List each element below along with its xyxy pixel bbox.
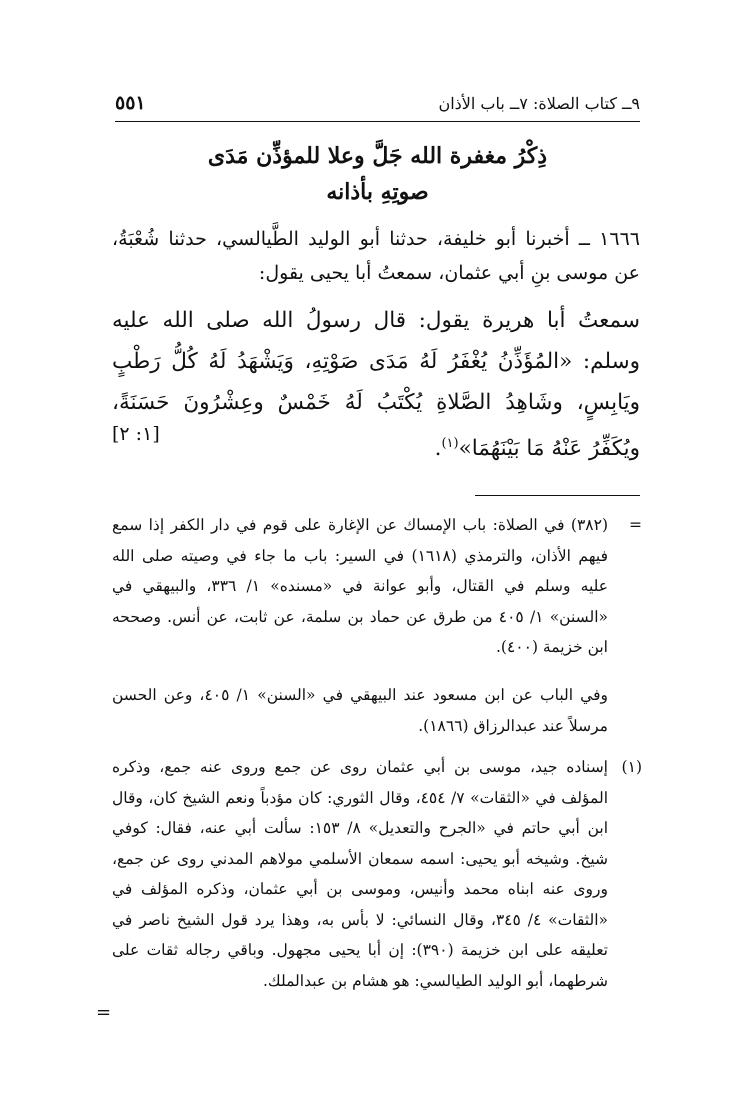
header-rule: [115, 121, 640, 122]
section-title: [115, 138, 640, 210]
hadith-matn-text: سمعتُ أبا هريرة يقول: قال رسولُ الله صلى الله عليه وسلم: «المُؤَذِّنُ يُغْفَرُ لَهُ مَدَى صَوْتِهِ، وَيَشْهَدُ لَهُ كُلُّ رَطْبٍ ويَابِسٍ، وشَاهِدُ الصَّلاةِ يُكْتَبُ لَهُ خَمْسٌ وعِشْرُونَ حَسَنَةً، ويُكَفِّرُ عَنْهُ مَا بَيْنَهُمَا»: [112, 308, 640, 462]
hadith-isnad: ١٦٦٦ ــ أخبرنا أبو خليفة، حدثنا أبو الوليد الطَّيالسي، حدثنا شُعْبَةُ، عن موسى بنِ أبي عثمان، سمعتُ أبا يحيى يقول:: [112, 228, 640, 284]
section-title-line-2: صوتِهِ بأذانه: [326, 179, 429, 205]
page-number: ٥٥١: [115, 92, 146, 114]
footnote-continuation-marker: =: [629, 516, 642, 534]
footnote-separator: [475, 495, 640, 496]
footnote-continued-text: (٣٨٢) في الصلاة: باب الإمساك عن الإغارة على قوم في دار الكفر إذا سمع فيهم الأذان، والترمذي (١٦١٨) في السير: باب ما جاء في وصيته صلى الله عليه وسلم في القتال، وأبو عوانة في «مسنده» ١/ ٣٣٦، والبيهقي في «السنن» ١/ ٤٠٥ من طرق عن حماد بن سلمة، عن ثابت، عن أنس. وصححه ابن خزيمة (٤٠٠).: [112, 516, 608, 656]
hadith-end-punct: .: [434, 436, 442, 462]
footnote-ref-1[interactable]: (١): [441, 436, 459, 451]
footnote-1-text: إسناده جيد، موسى بن أبي عثمان روى عن جمع وروى عنه جمع، وذكره المؤلف في «الثقات» ٧/ ٤٥٤، وقال الثوري: كان مؤدباً ونعم الشيخ كان، وقال ابن أبي حاتم في «الجرح والتعديل» ٨/ ١٥٣: سألت أبي عنه، فقال: كوفي شيخ. وشيخه أبو يحيى: اسمه سمعان الأسلمي مولاهم المدني روى عن جمع، وروى عنه ابناه محمد وأنيس، وموسى بن أبي عثمان، وذكره المؤلف في «الثقات» ٤/ ٣٤٥، وقال النسائي: لا بأس به، وهذا يرد قول الشيخ ناصر في تعليقه على ابن خزيمة (٣٩٠): إن أبا يحيى مجهول. وباقي رجاله ثقات على شرطهما، أبو الوليد الطيالسي: هو هشام بن عبدالملك.: [112, 758, 609, 990]
footnote-1-marker: (١): [621, 758, 642, 776]
footnote-continued-para2-text: وفي الباب عن ابن مسعود عند البيهقي في «السنن» ١/ ٤٠٥، وعن الحسن مرسلاً عند عبدالرزاق (١٨٦٦).: [112, 686, 608, 735]
running-header: [115, 88, 640, 118]
footnote-1: [112, 752, 642, 996]
running-title: ٩ــ كتاب الصلاة: ٧ــ باب الأذان: [438, 93, 640, 113]
hadith-reference: [١: ٢]: [112, 423, 160, 445]
section-title-line-1: ذِكْرُ مغفرة الله جَلَّ وعلا للمؤذِّن مَدَى: [207, 143, 548, 169]
footnote-continued-para2: [112, 680, 642, 741]
footnote-continued: [112, 510, 642, 663]
hadith-matn: [112, 300, 640, 469]
page-continuation-mark: =: [96, 1002, 112, 1023]
